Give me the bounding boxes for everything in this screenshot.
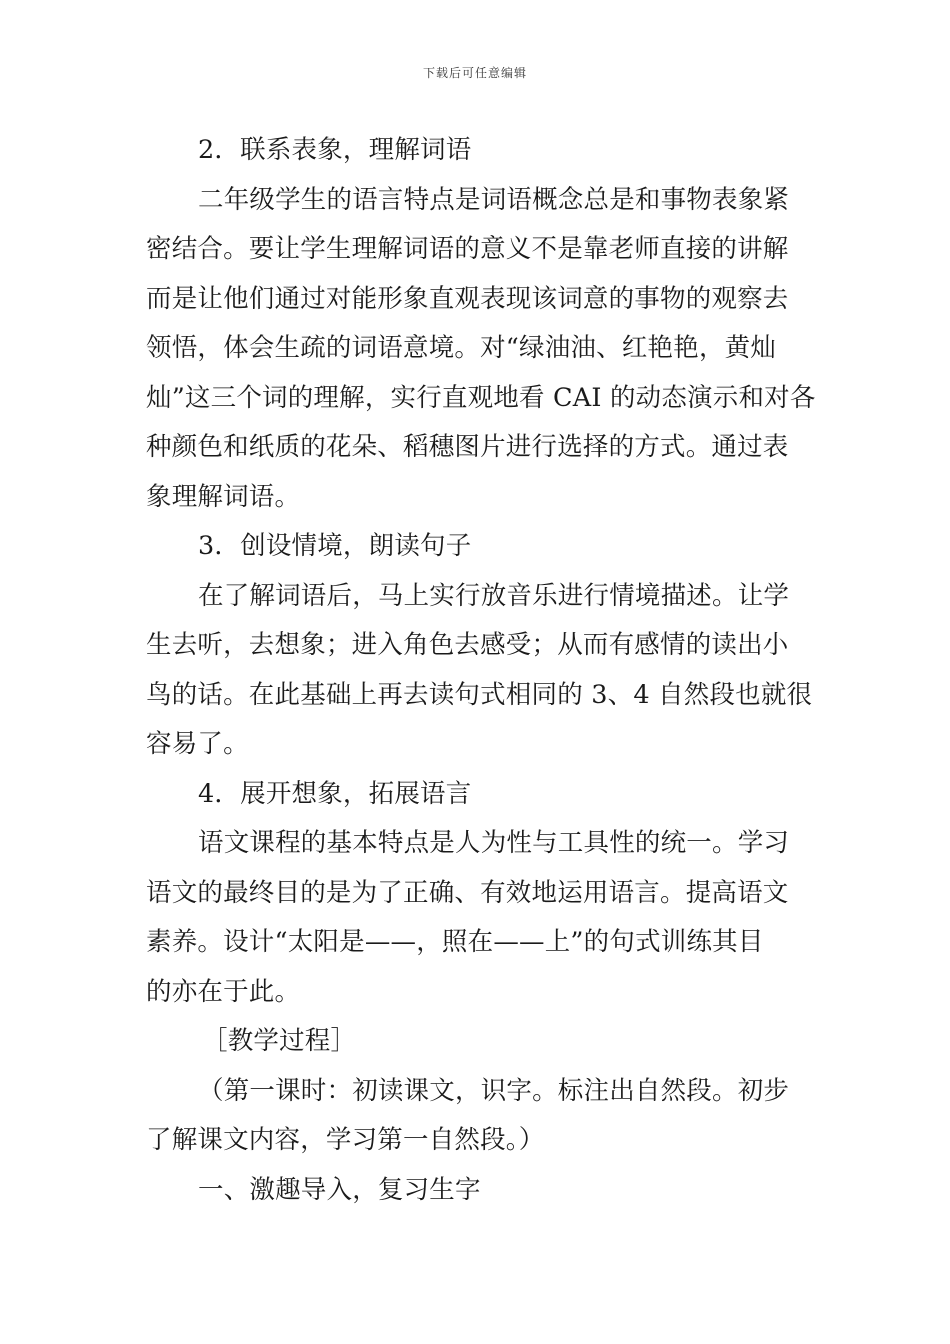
heading-2: 2．联系表象，理解词语	[198, 135, 472, 165]
paragraph-line: 素养。设计“太阳是——，照在——上”的句式训练其目	[146, 927, 764, 957]
document-body	[146, 126, 816, 1215]
section-heading-teaching-process: ［教学过程］	[202, 1026, 357, 1056]
paragraph-line: 二年级学生的语言特点是词语概念总是和事物表象紧	[198, 184, 790, 215]
paragraph-line: 容易了。	[146, 729, 249, 759]
paragraph-line: 了解课文内容，学习第一自然段。）	[146, 1125, 545, 1155]
paragraph-line: 灿”这三个词的理解，实行直观地看 CAI 的动态演示和对各	[146, 382, 816, 413]
heading-step-1: 一、激趣导入，复习生字	[198, 1174, 481, 1205]
paragraph-line: 生去听，去想象；进入角色去感受；从而有感情的读出小	[146, 630, 789, 660]
paragraph-line: 种颜色和纸质的花朵、稻穗图片进行选择的方式。通过表	[146, 432, 789, 462]
paragraph-line: 鸟的话。在此基础上再去读句式相同的 3、4 自然段也就很	[146, 679, 813, 710]
paragraph-line: 的亦在于此。	[146, 976, 301, 1007]
paragraph-line: 语文课程的基本特点是人为性与工具性的统一。学习	[198, 828, 790, 858]
paragraph-line: 密结合。要让学生理解词语的意义不是靠老师直接的讲解	[146, 234, 789, 264]
paragraph-line: 象理解词语。	[146, 481, 301, 512]
heading-4: 4．展开想象，拓展语言	[198, 778, 472, 809]
page-header: 下载后可任意编辑	[422, 66, 527, 80]
paragraph-line: 而是让他们通过对能形象直观表现该词意的事物的观察去	[146, 283, 789, 314]
paragraph-line: 领悟，体会生疏的词语意境。对“绿油油、红艳艳，黄灿	[146, 333, 777, 363]
paragraph-line: 语文的最终目的是为了正确、有效地运用语言。提高语文	[146, 877, 789, 908]
paragraph-line: 在了解词语后，马上实行放音乐进行情境描述。让学	[198, 580, 790, 611]
heading-3: 3．创设情境，朗读句子	[198, 531, 472, 561]
paragraph-line: （第一课时：初读课文，识字。标注出自然段。初步	[198, 1075, 790, 1106]
